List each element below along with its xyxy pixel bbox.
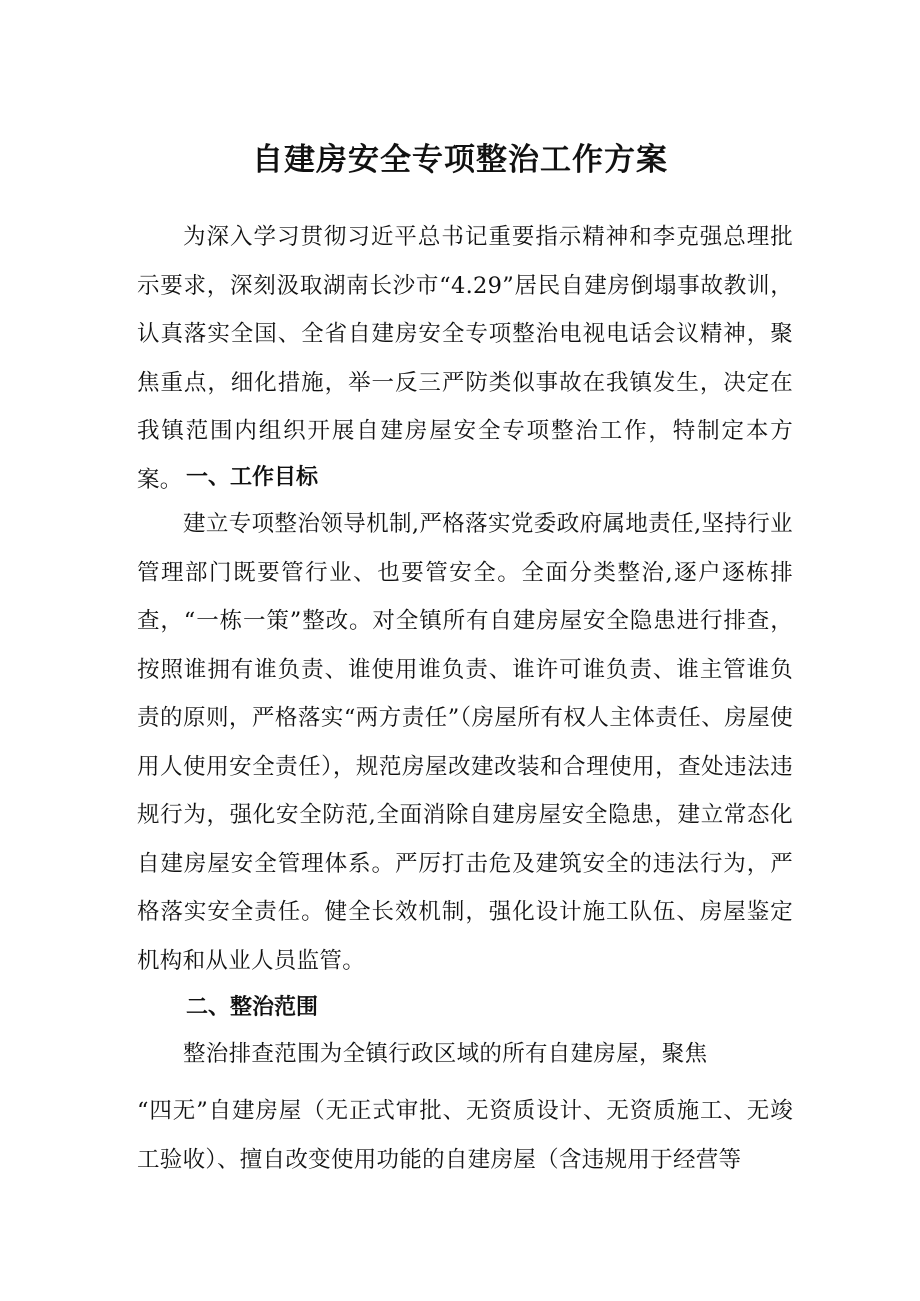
section-heading-scope: 二、整治范围: [186, 995, 319, 1020]
scope-paragraph-line1: 整治排查范围为全镇行政区域的所有自建房屋，聚焦: [183, 1041, 708, 1067]
document-title: 自建房安全专项整治工作方案: [252, 142, 668, 178]
intro-paragraph: 为深入学习贯彻习近平总书记重要指示精神和李克强总理批示要求，深刻汲取湖南长沙市“4.29”居民自建房倒塌事故教训，认真落实全国、全省自建房安全专项整治电视电话会议精神，聚焦重点，细化措施，举一反三严防类似事故在我镇发生，决定在我镇范围内组织开展自建房屋安全专项整治工作，特制定本方案。: [137, 224, 793, 493]
section-heading-work-goals: 一、工作目标: [186, 465, 319, 490]
scope-paragraph-continuation: “四无”自建房屋（无正式审批、无资质设计、无资质施工、无竣工验收）、擅自改变使用功能的自建房屋（含违规用于经营等: [137, 1098, 793, 1173]
work-goals-paragraph: 建立专项整治领导机制,严格落实党委政府属地责任,坚持行业管理部门既要管行业、也要管安全。全面分类整治,逐户逐栋排查，“一栋一策”整改。对全镇所有自建房屋安全隐患进行排查，按照谁拥有谁负责、谁使用谁负责、谁许可谁负责、谁主管谁负责的原则，严格落实“两方责任”（房屋所有权人主体责任、房屋使用人使用安全责任），规范房屋改建改装和合理使用，查处违法违规行为，强化安全防范,全面消除自建房屋安全隐患，建立常态化自建房屋安全管理体系。严厉打击危及建筑安全的违法行为，严格落实安全责任。健全长效机制，强化设计施工队伍、房屋鉴定机构和从业人员监管。: [137, 511, 793, 974]
